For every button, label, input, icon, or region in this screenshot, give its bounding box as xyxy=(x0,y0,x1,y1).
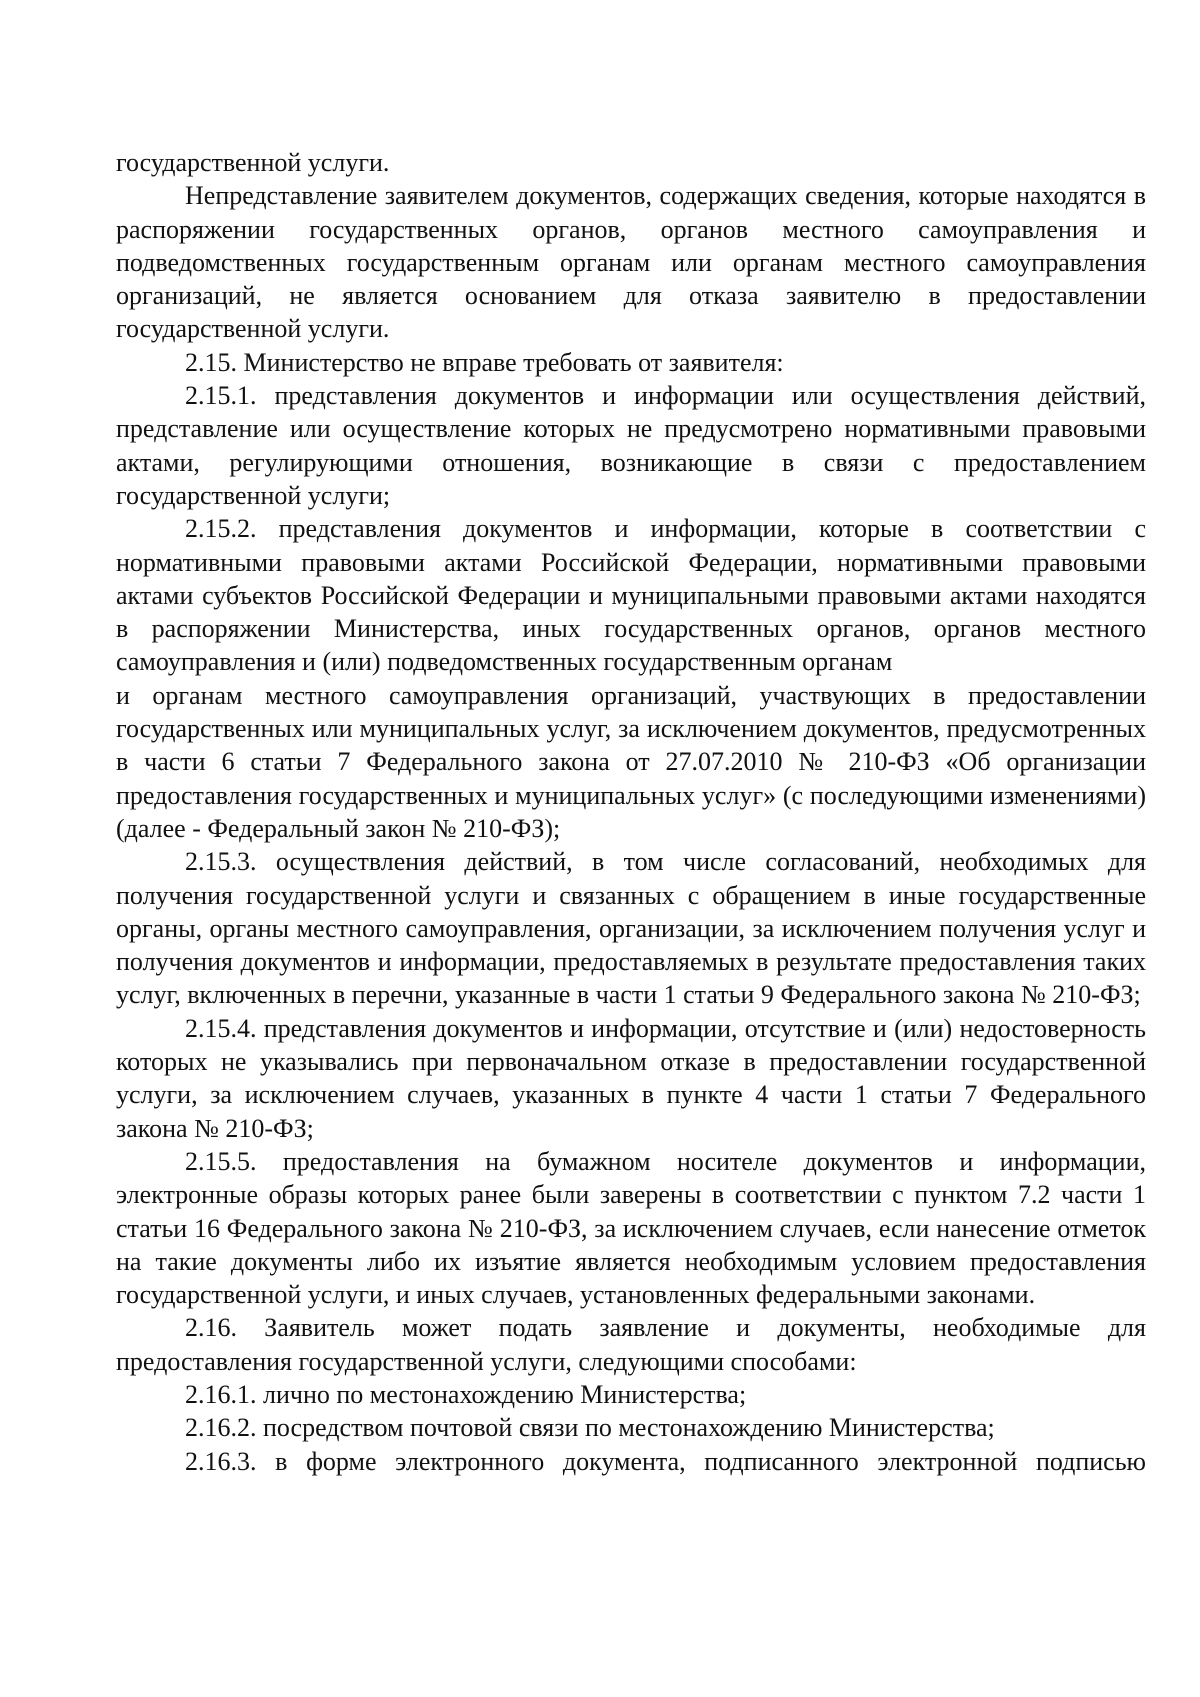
paragraph-2-16-3: 2.16.3. в форме электронного документа, подписанного электронной подписью xyxy=(185,1446,1146,1476)
paragraph-2-15-2: 2.15.2. представления документов и информации, которые в соответствии с нормативными правовыми актами Российской Федерации, нормативными правовыми актами субъектов Российской Федерации и муниципальными правовыми актами находятся в распоряжении Министерства, иных государственных органов, органов местного самоуправления и (или) подведомственных государственным органам xyxy=(116,514,1146,677)
paragraph-continuation: государственной услуги. xyxy=(116,148,390,177)
paragraph-2-15-3: 2.15.3. осуществления действий, в том числе согласований, необходимых для получения государственной услуги и связанных с обращением в иные государственные органы, органы местного самоуправления, организации, за исключением получения услуг и получения документов и информации, предоставляемых в результате предоставления таких услуг, включенных в перечни, указанные в части 1 статьи 9 Федерального закона № 210-ФЗ; xyxy=(116,847,1146,1010)
paragraph-2-16: 2.16. Заявитель может подать заявление и документы, необходимые для предоставления государственной услуги, следующими способами: xyxy=(116,1313,1146,1376)
paragraph-2-15-1: 2.15.1. представления документов и информации или осуществления действий, представление или осуществление которых не предусмотрено нормативными правовыми актами, регулирующими отношения, возникающие в связи с предоставлением государственной услуги; xyxy=(116,381,1146,510)
document-page xyxy=(116,146,1146,1478)
paragraph-2-15: 2.15. Министерство не вправе требовать от заявителя: xyxy=(185,347,784,377)
paragraph-2-16-1: 2.16.1. лично по местонахождению Министерства; xyxy=(185,1379,747,1409)
paragraph-2-15-5: 2.15.5. предоставления на бумажном носителе документов и информации, электронные образы которых ранее были заверены в соответствии с пунктом 7.2 части 1 статьи 16 Федерального закона № 210-ФЗ, за исключением случаев, если нанесение отметок на такие документы либо их изъятие является необходимым условием предоставления государственной услуги, и иных случаев, установленных федеральными законами. xyxy=(116,1146,1146,1310)
paragraph-2-16-2: 2.16.2. посредством почтовой связи по местонахождению Министерства; xyxy=(185,1413,995,1443)
paragraph-non-submission: Непредставление заявителем документов, содержащих сведения, которые находятся в распоряжении государственных органов, органов местного самоуправления и подведомственных государственным органам или органам местного самоуправления организаций, не является основанием для отказа заявителю в предоставлении государственной услуги. xyxy=(116,181,1146,344)
paragraph-2-15-4: 2.15.4. представления документов и информации, отсутствие и (или) недостоверность которых не указывались при первоначальном отказе в предоставлении государственной услуги, за исключением случаев, указанных в пункте 4 части 1 статьи 7 Федерального закона № 210-ФЗ; xyxy=(116,1013,1146,1143)
paragraph-2-15-2-continued: и органам местного самоуправления организаций, участвующих в предоставлении государственных или муниципальных услуг, за исключением документов, предусмотренных в части 6 статьи 7 Федерального закона от 27.07.2010 № 210-ФЗ «Об организации предоставления государственных и муниципальных услуг» (с последующими изменениями) (далее - Федеральный закон № 210-ФЗ); xyxy=(116,680,1146,843)
